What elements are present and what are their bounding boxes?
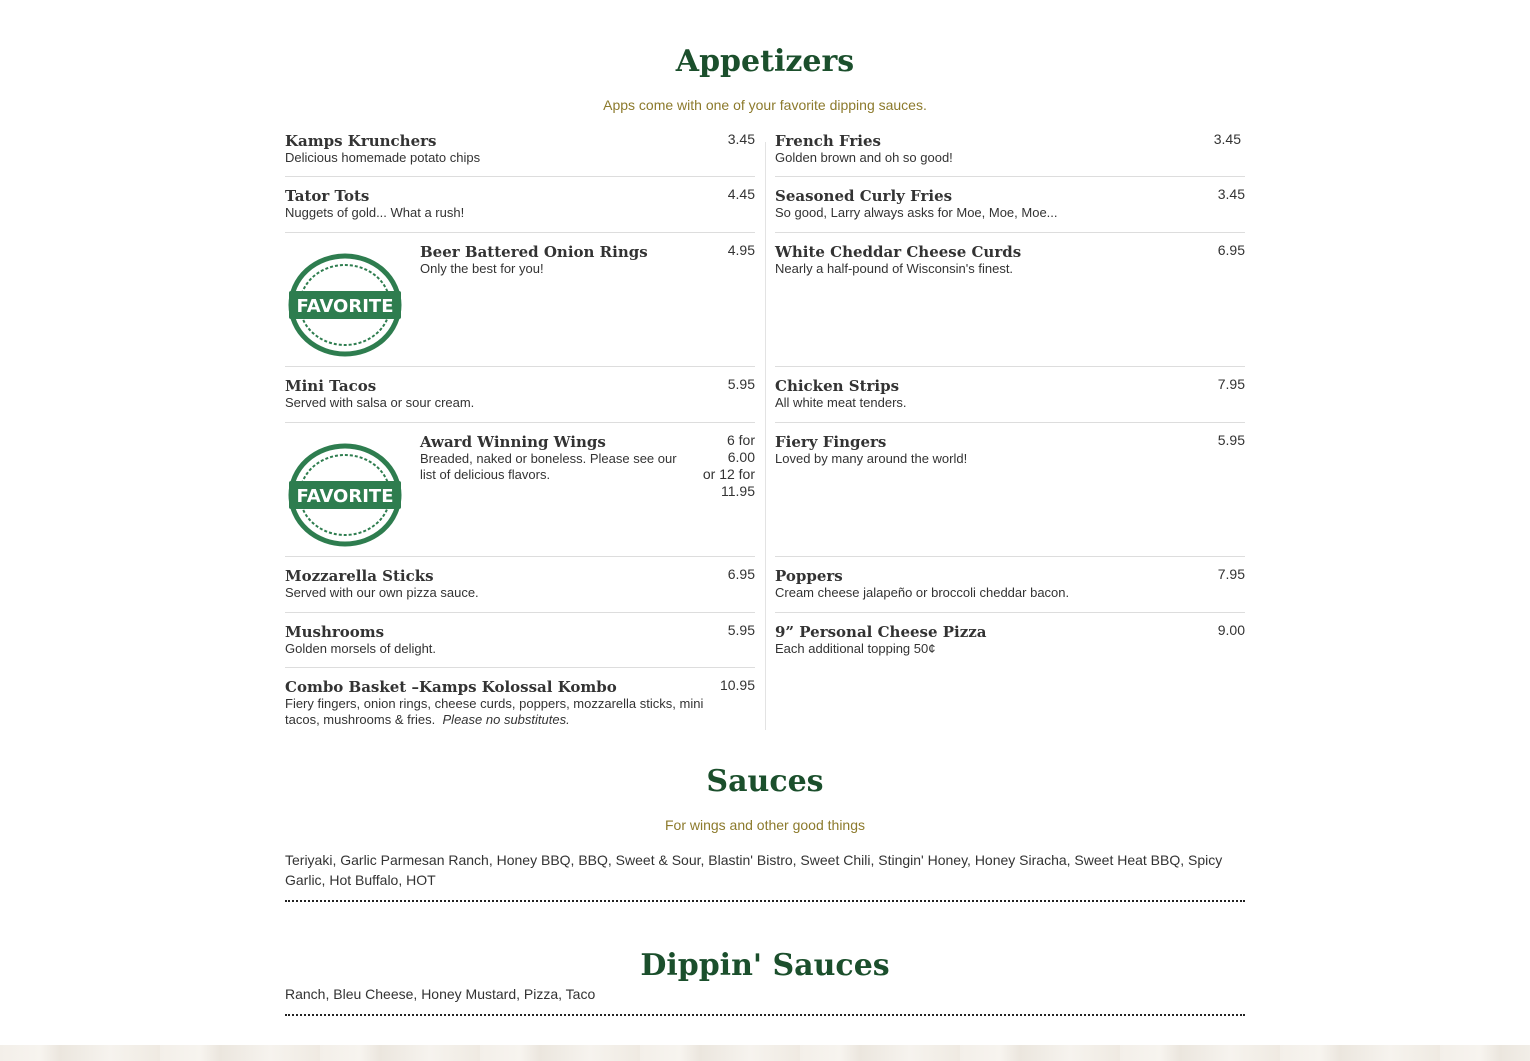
item-description: So good, Larry always asks for Moe, Moe, Moe...: [775, 205, 1058, 220]
item-description-text: Fiery fingers, onion rings, cheese curds, poppers, mozzarella sticks, mini tacos, mushrooms & fries.: [285, 696, 704, 727]
menu-item: [775, 375, 1245, 423]
menu-item: [285, 185, 755, 233]
svg-text:FAVORITE: FAVORITE: [296, 486, 394, 507]
item-name: Mini Tacos: [285, 377, 377, 395]
item-price: 5.95: [1217, 432, 1245, 448]
menu-item: [775, 241, 1245, 367]
price-line: 11.95: [721, 483, 755, 499]
menu-item: [775, 431, 1245, 557]
wood-texture-strip: [0, 1045, 1530, 1061]
item-name: Mozzarella Sticks: [285, 567, 434, 585]
item-description: Breaded, naked or boneless. Please see our list of delicious flavors.: [420, 451, 677, 482]
item-description: Served with salsa or sour cream.: [285, 395, 475, 410]
menu-item: [285, 621, 755, 668]
item-price: 7.95: [1217, 566, 1245, 582]
item-name: French Fries: [775, 132, 881, 150]
item-price: [703, 432, 755, 500]
item-description: Served with our own pizza sauce.: [285, 585, 479, 600]
item-name: White Cheddar Cheese Curds: [775, 243, 1022, 261]
item-description: Nuggets of gold... What a rush!: [285, 205, 465, 220]
menu-item: [285, 565, 755, 613]
item-price: 6.95: [1217, 242, 1245, 258]
item-name: Fiery Fingers: [775, 433, 887, 451]
menu-item: [775, 621, 1245, 668]
favorite-badge-icon: [287, 443, 403, 547]
menu-item: [775, 130, 1245, 177]
item-description: All white meat tenders.: [775, 395, 907, 410]
item-name: Combo Basket –Kamps Kolossal Kombo: [285, 678, 617, 696]
column-divider: [765, 142, 766, 730]
item-name: 9” Personal Cheese Pizza: [775, 623, 987, 641]
item-price: 5.95: [727, 622, 755, 638]
dippin-sauces-title: Dippin' Sauces: [640, 948, 890, 983]
price-line: 6.00: [727, 449, 755, 465]
item-description: Loved by many around the world!: [775, 451, 968, 466]
item-description: Only the best for you!: [420, 261, 544, 276]
menu-item: [775, 185, 1245, 233]
price-line: 6 for: [726, 432, 755, 448]
item-price: 10.95: [719, 677, 755, 693]
appetizers-grid: [285, 130, 1245, 730]
menu-item: [285, 431, 755, 557]
item-price: 7.95: [1217, 376, 1245, 392]
item-price: 9.00: [1217, 622, 1245, 638]
item-price: 6.95: [727, 566, 755, 582]
menu-item: [775, 565, 1245, 613]
sauces-divider: [285, 900, 1245, 902]
item-price: 5.95: [727, 376, 755, 392]
appetizers-title: Appetizers: [675, 44, 855, 79]
sauces-list: Teriyaki, Garlic Parmesan Ranch, Honey BBQ, BBQ, Sweet & Sour, Blastin' Bistro, Sweet Chili, Stingin' Honey, Honey Siracha, Sweet Heat BBQ, Spicy Garlic, Hot Buffalo, HOT: [285, 852, 1223, 888]
item-description: Nearly a half-pound of Wisconsin's finest.: [775, 261, 1014, 276]
item-description: Delicious homemade potato chips: [285, 150, 481, 165]
menu-item: [285, 130, 755, 177]
item-price: 3.45: [727, 131, 755, 147]
menu-item: [285, 676, 755, 730]
sauces-title: Sauces: [706, 764, 824, 799]
item-price: 3.45: [1213, 131, 1241, 147]
item-name: Kamps Krunchers: [285, 132, 437, 150]
item-description: Each additional topping 50¢: [775, 641, 936, 656]
dippin-sauces-divider: [285, 1014, 1245, 1016]
dippin-sauces-list: Ranch, Bleu Cheese, Honey Mustard, Pizza, Taco: [285, 986, 596, 1002]
item-name: Beer Battered Onion Rings: [420, 243, 648, 261]
item-price: 4.45: [727, 186, 755, 202]
item-description: Cream cheese jalapeño or broccoli cheddar bacon.: [775, 585, 1070, 600]
svg-text:FAVORITE: FAVORITE: [296, 296, 394, 317]
item-description: Golden morsels of delight.: [285, 641, 437, 656]
appetizers-subtitle: Apps come with one of your favorite dipping sauces.: [603, 97, 927, 113]
menu-item: [285, 375, 755, 423]
item-description: [285, 696, 705, 728]
item-price: 3.45: [1217, 186, 1245, 202]
item-description: Golden brown and oh so good!: [775, 150, 953, 165]
price-line: or 12 for: [702, 466, 755, 482]
item-name: Award Winning Wings: [420, 433, 606, 451]
menu-item: [285, 241, 755, 367]
item-name: Chicken Strips: [775, 377, 900, 395]
item-description-note: Please no substitutes.: [442, 712, 570, 727]
item-name: Mushrooms: [285, 623, 385, 641]
item-name: Seasoned Curly Fries: [775, 187, 953, 205]
favorite-badge-icon: [287, 253, 403, 357]
item-name: Tator Tots: [285, 187, 370, 205]
sauces-subtitle: For wings and other good things: [664, 817, 865, 833]
item-name: Poppers: [775, 567, 843, 585]
item-price: 4.95: [727, 242, 755, 258]
